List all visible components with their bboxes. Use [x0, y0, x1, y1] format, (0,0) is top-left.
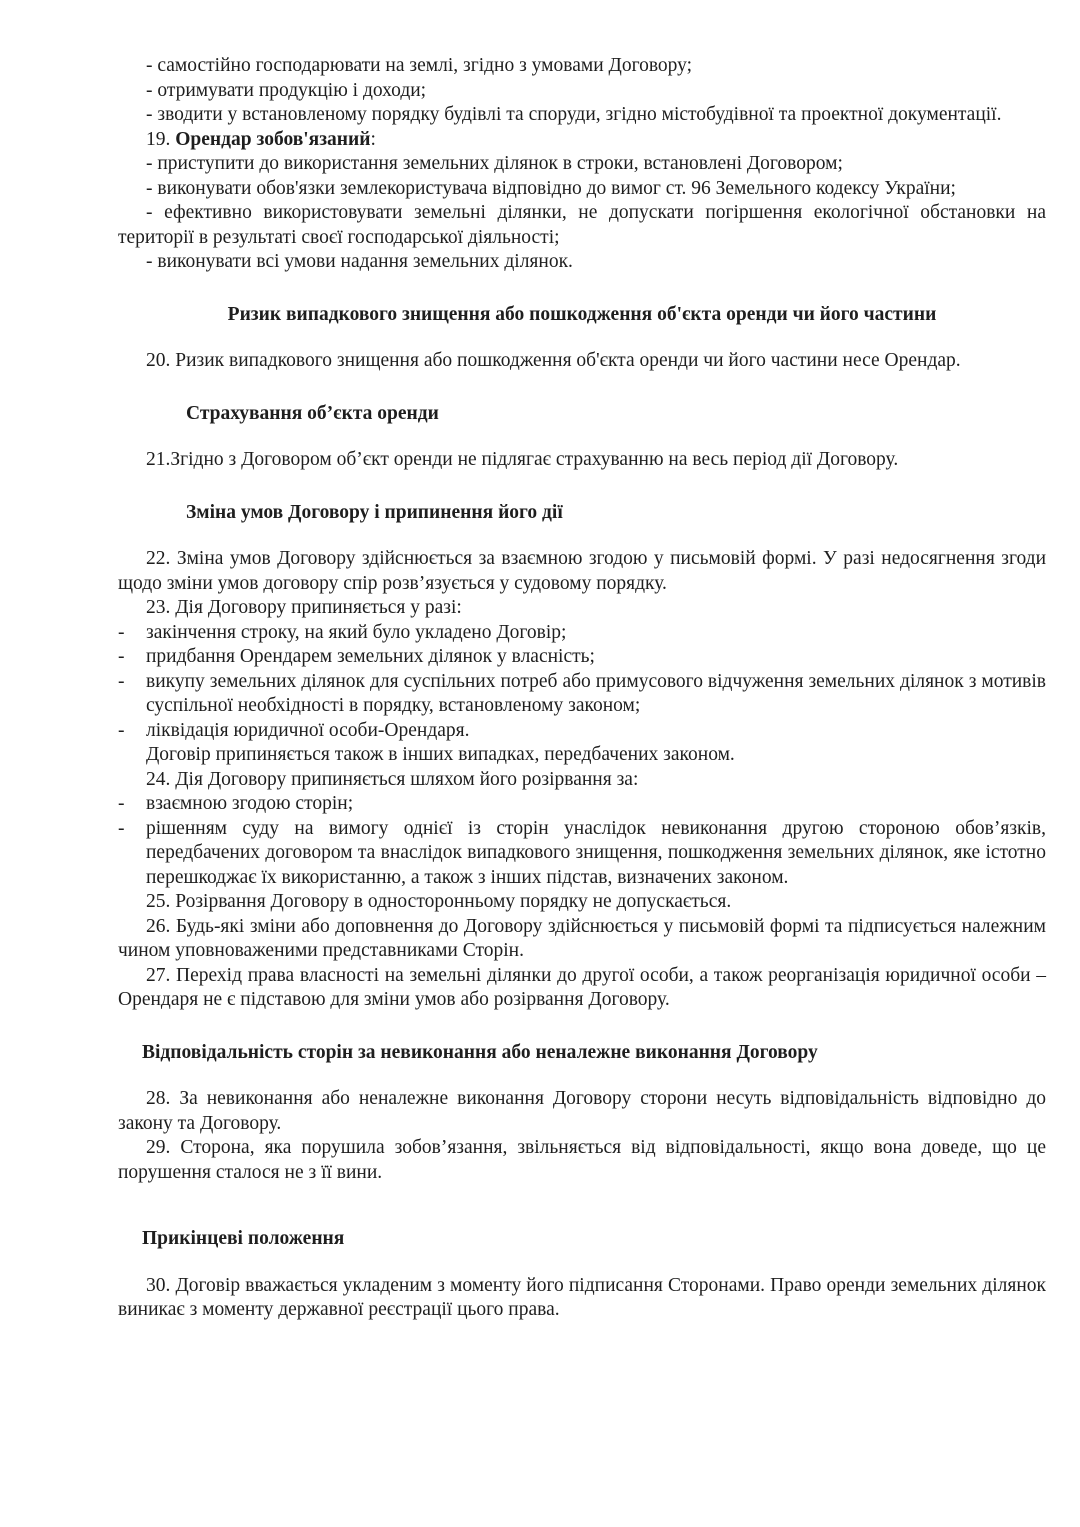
clause-number: 19. — [146, 128, 176, 150]
text-line: - зводити у встановленому порядку будівлі та споруди, згідно містобудівної та проектної документації. — [146, 104, 1002, 125]
section-heading-risk: Ризик випадкового знищення або пошкодження об'єкта оренди чи його частини — [227, 303, 937, 325]
list-item: - ліквідація юридичної особи-Орендаря. — [118, 719, 470, 741]
clause-24: 24. Дія Договору припиняється шляхом його розірвання за: — [146, 768, 639, 790]
clause-27: 27. Перехід права власності на земельні ділянки до другої особи, а також реорганізація юридичної особи – Орендаря не є підставою для зміни умов або розірвання Договору. — [118, 964, 1046, 1010]
clause-21: 21.Згідно з Договором об’єкт оренди не підлягає страхуванню на весь період дії Договору. — [146, 449, 899, 470]
list-item: - взаємною згодою сторін; — [118, 793, 354, 814]
clause-28: 28. За невиконання або неналежне виконання Договору сторони несуть відповідальність відповідно до закону та Договору. — [118, 1088, 1046, 1134]
clause-29: 29. Сторона, яка порушила зобов’язання, звільняється від відповідальності, якщо вона доведе, що це порушення сталося не з її вини. — [118, 1137, 1046, 1183]
text-line: - ефективно використовувати земельні ділянки, не допускати погіршення екологічної обстановки на території в результаті своєї господарської діяльності; — [118, 202, 1046, 248]
text-line: - приступити до використання земельних ділянок в строки, встановлені Договором; — [146, 153, 843, 174]
list-item: - викупу земельних ділянок для суспільних потреб або примусового відчуження земельних ділянок з мотивів суспільної необхідності в порядку, встановленому законом; — [118, 670, 1046, 716]
clause-heading: Орендар зобов'язаний — [175, 128, 371, 150]
text-line: - виконувати всі умови надання земельних ділянок. — [146, 251, 573, 272]
text-line: - самостійно господарювати на землі, згідно з умовами Договору; — [146, 55, 693, 76]
clause-22: 22. Зміна умов Договору здійснюється за взаємною згодою у письмовій формі. У разі недосягнення згоди щодо зміни умов договору спір розв’язується у судовому порядку. — [118, 548, 1046, 594]
section-heading-insurance: Страхування об’єкта оренди — [186, 402, 439, 424]
section-heading-change: Зміна умов Договору і припинення його дії — [186, 501, 563, 523]
clause-26: 26. Будь-які зміни або доповнення до Договору здійснюється у письмовій формі та підписується належним чином уповноваженими представниками Сторін. — [118, 915, 1046, 961]
clause-23: 23. Дія Договору припиняється у разі: — [146, 597, 462, 618]
clause-20: 20. Ризик випадкового знищення або пошкодження об'єкта оренди чи його частини несе Орендар. — [146, 350, 961, 371]
section-heading-liability: Відповідальність сторін за невиконання або неналежне виконання Договору — [142, 1041, 818, 1063]
section-heading-final: Прикінцеві положення — [142, 1228, 345, 1249]
text-line: - виконувати обов'язки землекористувача відповідно до вимог ст. 96 Земельного кодексу України; — [146, 177, 956, 199]
clause-23-tail: Договір припиняється також в інших випадках, передбачених законом. — [146, 744, 735, 765]
list-item: - закінчення строку, на який було укладено Договір; — [118, 621, 567, 643]
clause-30: 30. Договір вважається укладеним з моменту його підписання Сторонами. Право оренди земельних ділянок виникає з моменту державної реєстрації цього права. — [118, 1274, 1046, 1320]
clause-colon: : — [370, 128, 376, 150]
text-line: - отримувати продукцію і доходи; — [146, 79, 427, 101]
clause-19 — [118, 128, 1046, 153]
list-item: - придбання Орендарем земельних ділянок у власність; — [118, 646, 595, 667]
clause-25: 25. Розірвання Договору в односторонньому порядку не допускається. — [146, 891, 732, 912]
list-item: - рішенням суду на вимогу однієї із сторін унаслідок невиконання другою стороною обов’язків, передбачених договором та внаслідок випадкового знищення, пошкодження земельних ділянок, яке істотно перешкоджає їх використанню, а також з інших підстав, визначених законом. — [118, 817, 1046, 888]
